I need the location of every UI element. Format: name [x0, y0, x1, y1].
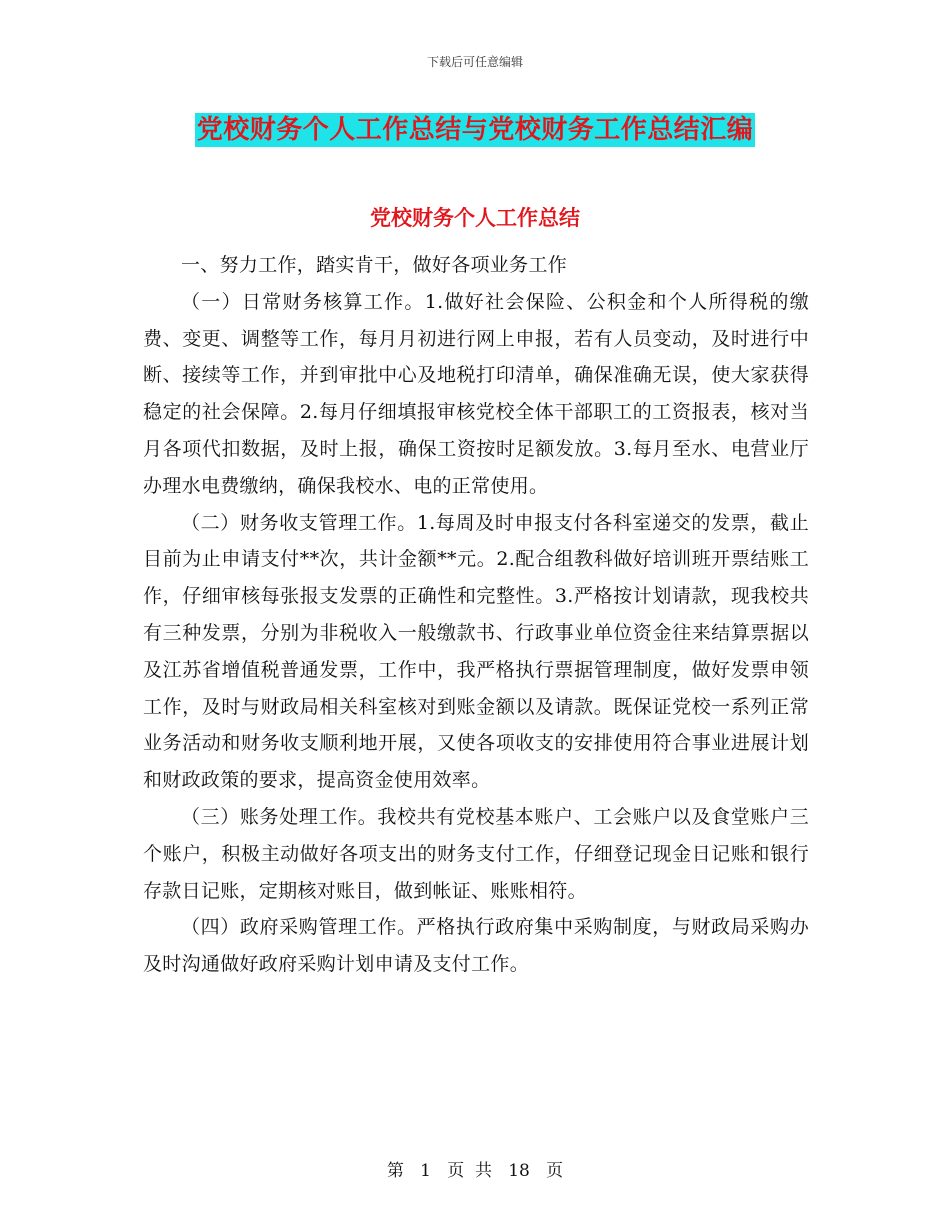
- footer-middle: 页 共: [447, 1161, 492, 1181]
- total-pages-number: 18: [508, 1161, 530, 1181]
- page-footer: [0, 1156, 950, 1181]
- footer-prefix: 第: [386, 1161, 404, 1181]
- paragraph: （四）政府采购管理工作。严格执行政府集中采购制度，与财政局采购办及时沟通做好政府采购计划申请及支付工作。: [143, 916, 809, 976]
- paragraph: （二）财务收支管理工作。1.每周及时申报支付各科室递交的发票，截止目前为止申请支付**次，共计金额**元。2.配合组教科做好培训班开票结账工作，仔细审核每张报支发票的正确性和完整性。3.严格按计划请款，现我校共有三种发票，分别为非税收入一般缴款书、行政事业单位资金往来结算票据以及江苏省增值税普通发票，工作中，我严格执行票据管理制度，做好发票申领工作，及时与财政局相关科室核对到账金额以及请款。既保证党校一系列正常业务活动和财务收支顺利地开展，又使各项收支的安排使用符合事业进展计划和财政政策的要求，提高资金使用效率。: [143, 511, 809, 792]
- footer-suffix: 页: [546, 1161, 564, 1181]
- header-note: 下载后可任意编辑: [426, 55, 523, 69]
- document-title-wrap: [0, 113, 950, 147]
- current-page-number: 1: [420, 1161, 431, 1181]
- paragraph: （一）日常财务核算工作。1.做好社会保险、公积金和个人所得税的缴费、变更、调整等工作，每月月初进行网上申报，若有人员变动，及时进行中断、接续等工作，并到审批中心及地税打印清单，确保准确无误，使大家获得稳定的社会保障。2.每月仔细填报审核党校全体干部职工的工资报表，核对当月各项代扣数据，及时上报，确保工资按时足额发放。3.每月至水、电营业厅办理水电费缴纳，确保我校水、电的正常使用。: [143, 290, 809, 497]
- paragraph: （三）账务处理工作。我校共有党校基本账户、工会账户以及食堂账户三个账户，积极主动做好各项支出的财务支付工作，仔细登记现金日记账和银行存款日记账，定期核对账目，做到帐证、账账相符。: [143, 805, 809, 902]
- paragraph-heading: 一、努力工作，踏实肯干，做好各项业务工作: [181, 254, 568, 276]
- section-title: 党校财务个人工作总结: [370, 205, 580, 230]
- document-title: 党校财务个人工作总结与党校财务工作总结汇编: [196, 115, 754, 145]
- document-body: [143, 247, 809, 983]
